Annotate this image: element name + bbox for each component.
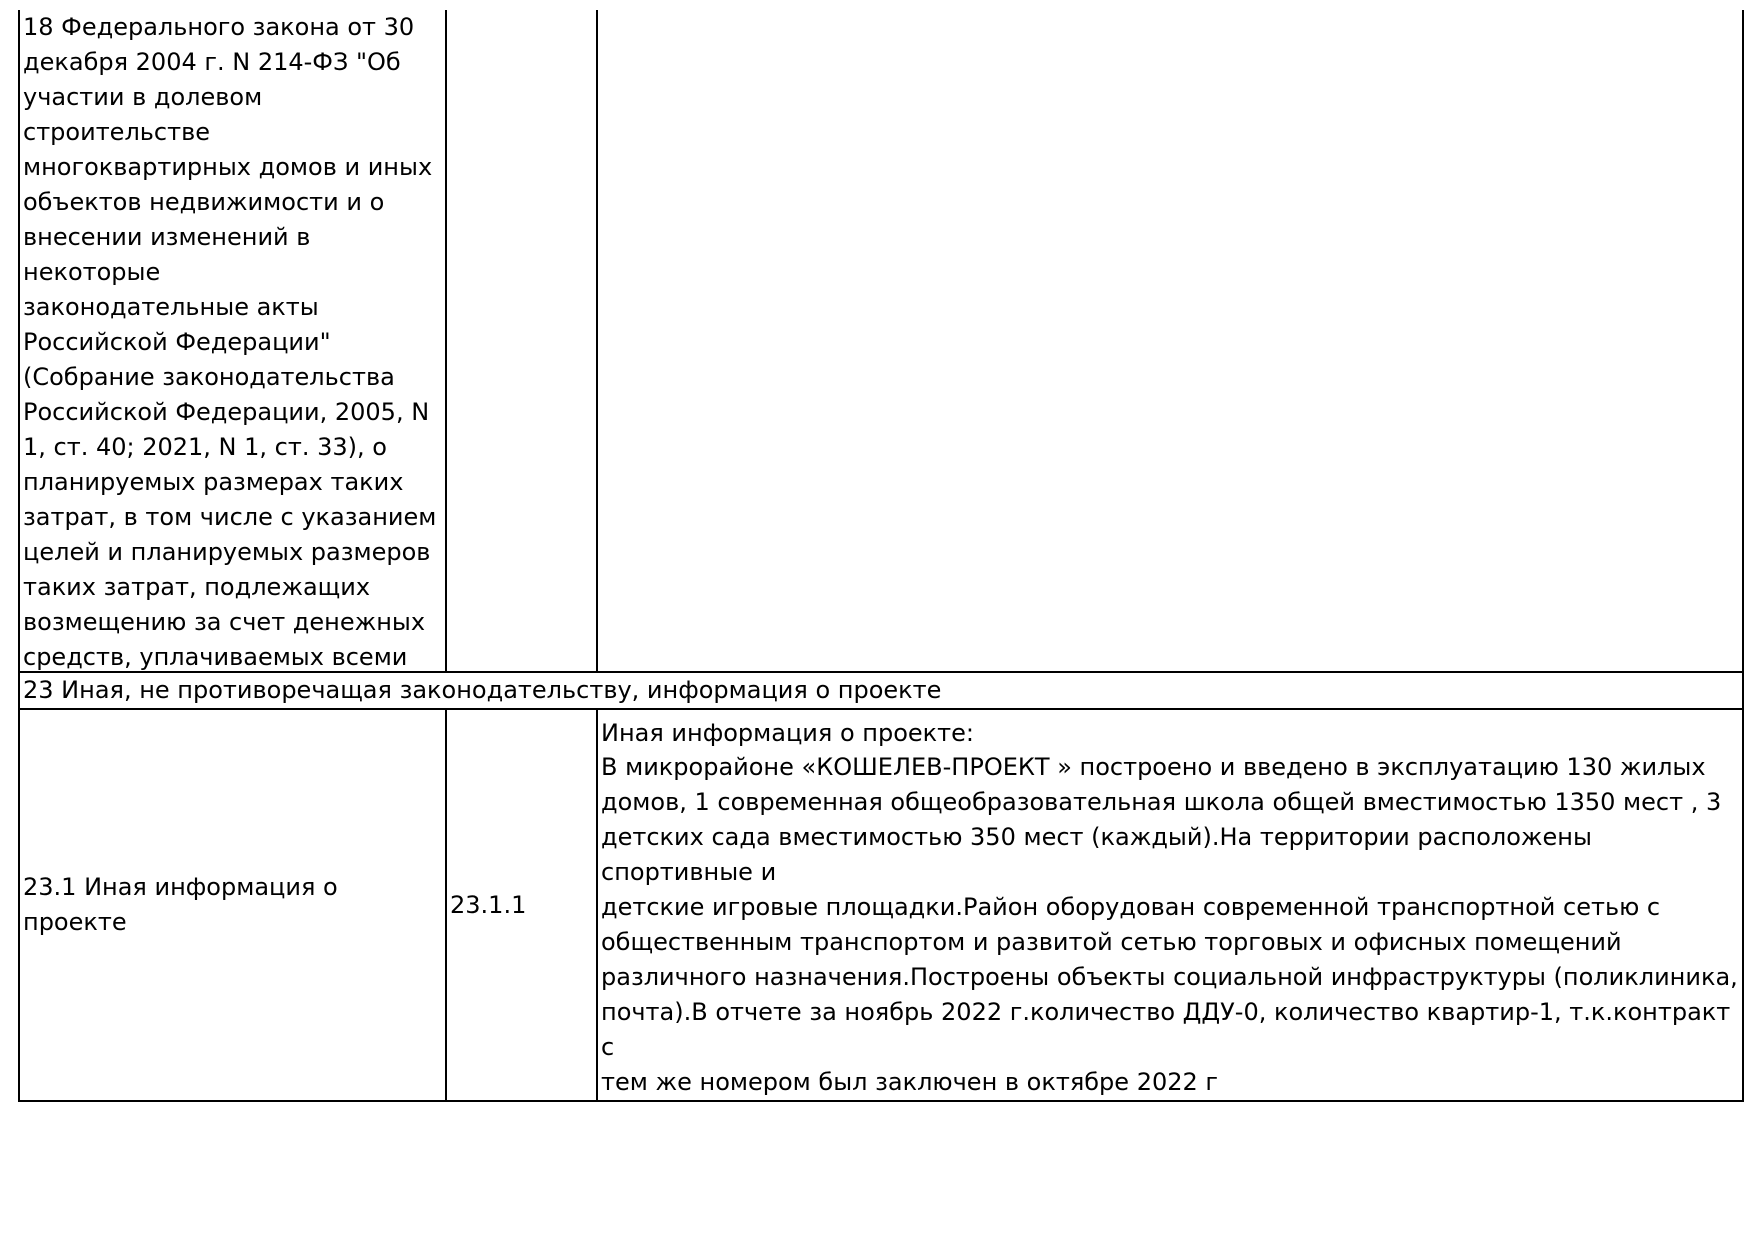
section-heading-23: 23 Иная, не противоречащая законодательству, информация о проекте: [19, 672, 1743, 709]
item-name-cell: 23.1 Иная информация о проекте: [19, 709, 446, 1101]
continuation-code-cell: [446, 10, 597, 672]
continuation-text: 18 Федерального закона от 30 декабря 2004 г. N 214-ФЗ "Об участии в долевом строительстве многоквартирных домов и иных объектов недвижимости и о внесении изменений в некоторые законодательные акты Российской Федерации" (Собрание законодательства Российской Федерации, 2005, N 1, ст. 40; 2021, N 1, ст. 33), о планируемых размерах таких затрат, в том числе с указанием целей и планируемых размеров таких затрат, подлежащих возмещению за счет денежных средств, уплачиваемых всеми: [23, 13, 437, 671]
table-row: [19, 10, 1743, 672]
document-table: [18, 10, 1744, 1102]
table-row: [19, 672, 1743, 709]
continuation-name-cell: [19, 10, 446, 672]
table-row: [19, 709, 1743, 1101]
info-body: В микрорайоне «КОШЕЛЕВ-ПРОЕКТ » построено и введено в эксплуатацию 130 жилых домов, 1 современная общеобразовательная школа общей вместимостью 1350 мест , 3 детских сада вместимостью 350 мест (каждый).На территории расположены спортивные и детские игровые площадки.Район оборудован современной транспортной сетью с общественным транспортом и развитой сетью торговых и офисных помещений различного назначения.Построены объекты социальной инфраструктуры (поликлиника, почта).В отчете за ноябрь 2022 г.количество ДДУ-0, количество квартир-1, т.к.контракт с тем же номером был заключен в октябре 2022 г: [601, 753, 1738, 1096]
continuation-value-cell: [597, 10, 1743, 672]
info-title: Иная информация о проекте:: [601, 719, 974, 747]
item-value-cell: [597, 709, 1743, 1101]
item-code-cell: 23.1.1: [446, 709, 597, 1101]
